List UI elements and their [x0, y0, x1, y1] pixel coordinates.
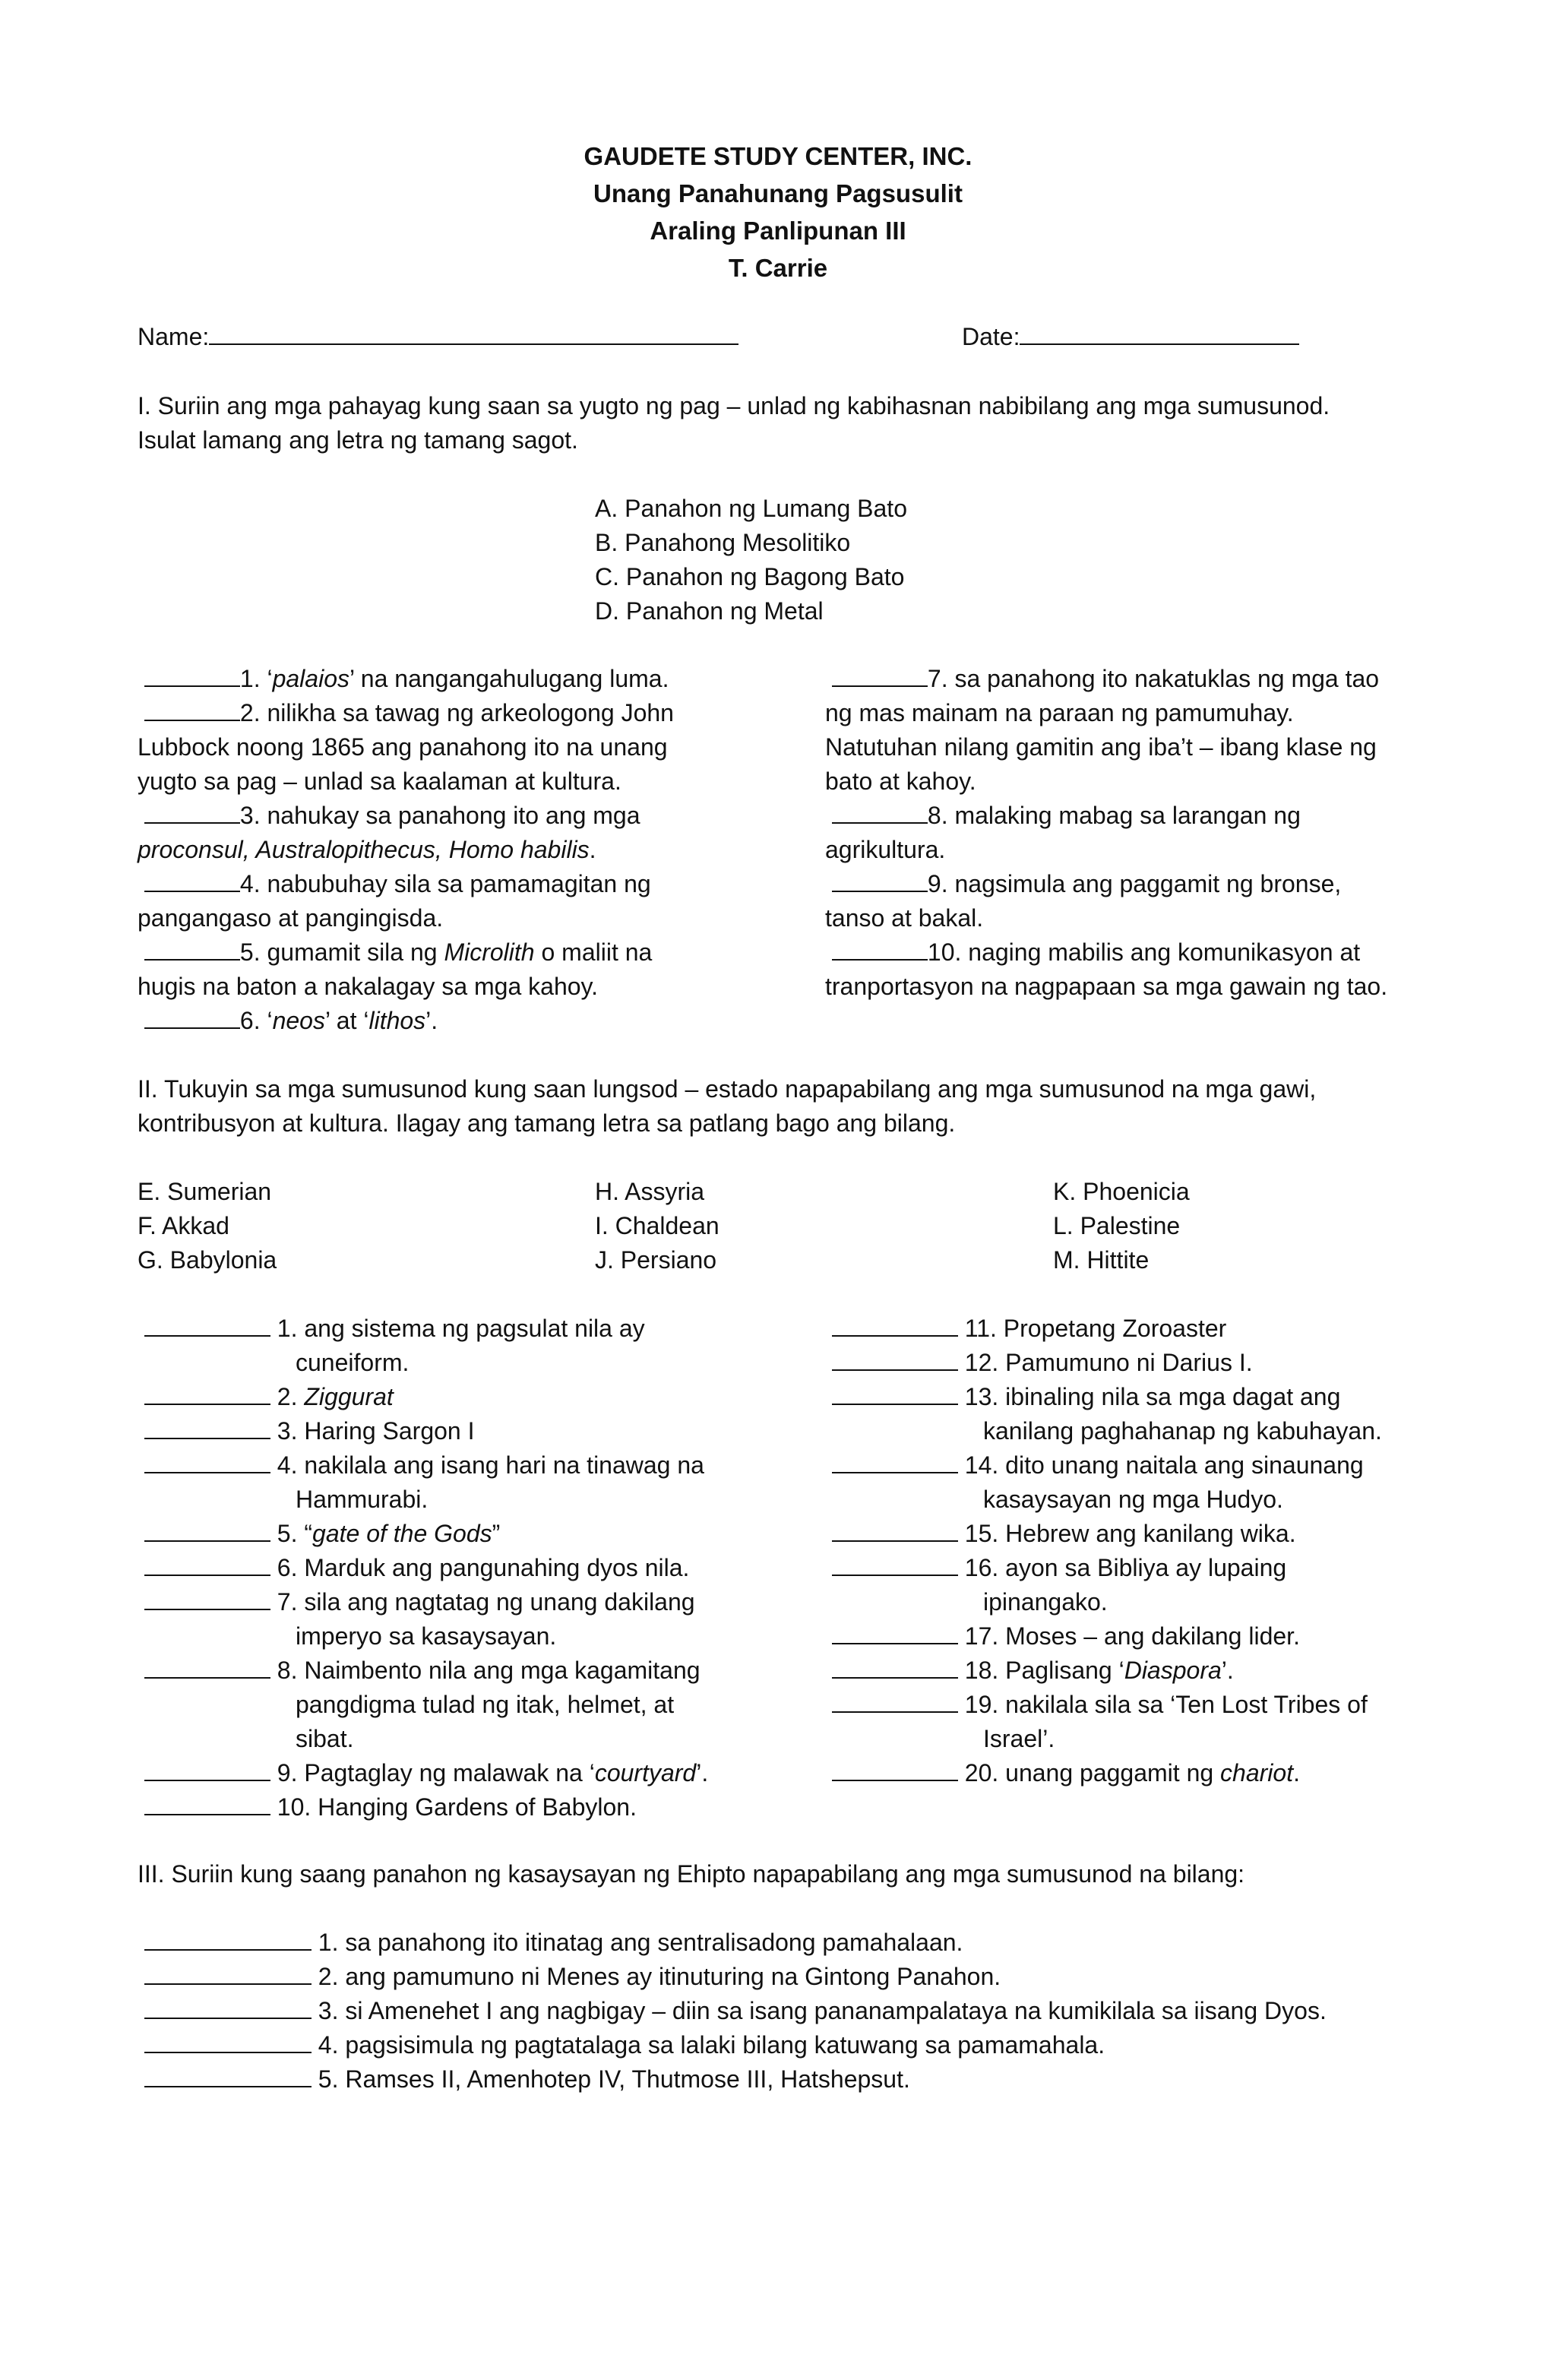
choice-b: B. Panahong Mesolitiko [595, 529, 851, 556]
s2-item-3: 3. Haring Sargon I [138, 1414, 806, 1448]
name-field[interactable] [138, 320, 738, 354]
answer-blank[interactable] [144, 1926, 312, 1951]
answer-blank[interactable] [144, 1961, 312, 1985]
s2-item-10: 10. Hanging Gardens of Babylon. [138, 1790, 806, 1825]
answer-blank[interactable] [832, 799, 928, 824]
s2-item-9: 9. Pagtaglay ng malawak na ‘courtyard’. [138, 1756, 806, 1790]
name-label: Name: [138, 323, 210, 350]
answer-blank[interactable] [144, 1586, 270, 1610]
s3-item-1: 1. sa panahong ito itinatag ang sentralisadong pamahalaan. [138, 1926, 1505, 1960]
answer-blank[interactable] [144, 697, 240, 721]
choice-d: D. Panahon ng Metal [595, 597, 824, 625]
section1-choices [595, 492, 907, 628]
s2-item-2: 2. Ziggurat [138, 1380, 806, 1414]
answer-blank[interactable] [832, 1312, 958, 1337]
answer-blank[interactable] [144, 868, 240, 892]
s2-item-8: 8. Naimbento nila ang mga kagamitang pangdigma tulad ng itak, helmet, at sibat. [138, 1654, 806, 1756]
section1-left-items: 1. ‘palaios’ na nangangahulugang luma. 2. nilikha sa tawag ng arkeologong John Lubbock noong 1865 ang panahong ito na unang yugto sa pag – unlad sa kaalaman at kultura. 3. nahukay sa panahong ito ang mga proconsul, Australopithecus, Homo habilis. 4. nabubuhay sila sa pamamagitan ng pangangaso at pangingisda. 5. gumamit sila ng Microlith o maliit na hugis na baton a nakalagay sa mga kahoy. 6. ‘neos’ at ‘lithos’. [138, 662, 776, 1038]
school-name: GAUDETE STUDY CENTER, INC. [584, 142, 972, 170]
s1-item-9: 9. nagsimula ang paggamit ng bronse, [825, 867, 1509, 901]
s1-item-10: 10. naging mabilis ang komunikasyon at [825, 935, 1509, 970]
answer-blank[interactable] [144, 1995, 312, 2019]
s1-item-3: 3. nahukay sa panahong ito ang mga [138, 799, 776, 833]
answer-blank[interactable] [144, 1757, 270, 1781]
s1-item-6: 6. ‘neos’ at ‘lithos’. [138, 1004, 776, 1038]
name-blank[interactable] [209, 321, 738, 345]
answer-blank[interactable] [144, 1552, 270, 1576]
answer-blank[interactable] [832, 663, 928, 687]
answer-blank[interactable] [832, 1449, 958, 1473]
s1-item-1: 1. ‘palaios’ na nangangahulugang luma. [138, 662, 776, 696]
answer-blank[interactable] [144, 1312, 270, 1337]
section2-choices-col3: K. Phoenicia L. Palestine M. Hittite [1053, 1178, 1190, 1274]
s2-item-5: 5. “gate of the Gods” [138, 1517, 806, 1551]
answer-blank[interactable] [832, 936, 928, 961]
section1-instruction: I. Suriin ang mga pahayag kung saan sa yugto ng pag – unlad ng kabihasnan nabibilang ang mga sumusunod. Isulat lamang ang letra ng tamang sagot. [138, 392, 1330, 454]
answer-blank[interactable] [144, 1654, 270, 1679]
answer-blank[interactable] [144, 2029, 312, 2053]
answer-blank[interactable] [832, 1757, 958, 1781]
answer-blank[interactable] [832, 1620, 958, 1644]
s3-item-3: 3. si Amenehet I ang nagbigay – diin sa isang pananampalataya na kumikilala sa iisang Dyos. [138, 1994, 1505, 2028]
choice-c: C. Panahon ng Bagong Bato [595, 563, 905, 590]
s2-item-6: 6. Marduk ang pangunahing dyos nila. [138, 1551, 806, 1585]
section3-items [138, 1926, 1505, 2097]
date-label: Date: [962, 323, 1020, 350]
s2-item-15: 15. Hebrew ang kanilang wika. [825, 1517, 1509, 1551]
s2-item-11: 11. Propetang Zoroaster [825, 1312, 1509, 1346]
s1-item-8: 8. malaking mabag sa larangan ng [825, 799, 1509, 833]
s2-item-18: 18. Paglisang ‘Diaspora’. [825, 1654, 1509, 1688]
s2-item-16: 16. ayon sa Bibliya ay lupaing ipinangako. [825, 1551, 1509, 1619]
answer-blank[interactable] [832, 1518, 958, 1542]
section3-instruction: III. Suriin kung saang panahon ng kasaysayan ng Ehipto napapabilang ang mga sumusunod na bilang: [138, 1860, 1245, 1888]
section2-choices-col1: E. Sumerian F. Akkad G. Babylonia [138, 1178, 277, 1274]
s3-item-5: 5. Ramses II, Amenhotep IV, Thutmose III, Hatshepsut. [138, 2062, 1505, 2097]
answer-blank[interactable] [832, 868, 928, 892]
answer-blank[interactable] [832, 1654, 958, 1679]
s2-item-17: 17. Moses – ang dakilang lider. [825, 1619, 1509, 1654]
section2-left-items [138, 1312, 806, 1825]
s2-item-7: 7. sila ang nagtatag ng unang dakilang imperyo sa kasaysayan. [138, 1585, 806, 1654]
answer-blank[interactable] [144, 936, 240, 961]
choice-a: A. Panahon ng Lumang Bato [595, 495, 907, 522]
answer-blank[interactable] [832, 1347, 958, 1371]
section2-right-items [825, 1312, 1509, 1790]
s2-item-4: 4. nakilala ang isang hari na tinawag na Hammurabi. [138, 1448, 806, 1517]
s1-item-2: 2. nilikha sa tawag ng arkeologong John [138, 696, 776, 730]
answer-blank[interactable] [832, 1552, 958, 1576]
s2-item-12: 12. Pamumuno ni Darius I. [825, 1346, 1509, 1380]
s1-item-4: 4. nabubuhay sila sa pamamagitan ng [138, 867, 776, 901]
exam-title: Unang Panahunang Pagsusulit [593, 179, 963, 207]
answer-blank[interactable] [832, 1381, 958, 1405]
answer-blank[interactable] [144, 2063, 312, 2087]
answer-blank[interactable] [144, 1518, 270, 1542]
answer-blank[interactable] [144, 1791, 270, 1815]
date-field[interactable] [962, 320, 1299, 354]
s2-item-20: 20. unang paggamit ng chariot. [825, 1756, 1509, 1790]
s3-item-2: 2. ang pamumuno ni Menes ay itinuturing na Gintong Panahon. [138, 1960, 1505, 1994]
subject-title: Araling Panlipunan III [650, 217, 906, 245]
s2-item-14: 14. dito unang naitala ang sinaunang kasaysayan ng mga Hudyo. [825, 1448, 1509, 1517]
answer-blank[interactable] [832, 1688, 958, 1713]
answer-blank[interactable] [144, 1415, 270, 1439]
s2-item-19: 19. nakilala sila sa ‘Ten Lost Tribes of Israel’. [825, 1688, 1509, 1756]
s1-item-5: 5. gumamit sila ng Microlith o maliit na [138, 935, 776, 970]
s2-item-13: 13. ibinaling nila sa mga dagat ang kanilang paghahanap ng kabuhayan. [825, 1380, 1509, 1448]
s2-item-1: 1. ang sistema ng pagsulat nila ay cuneiform. [138, 1312, 806, 1380]
answer-blank[interactable] [144, 799, 240, 824]
answer-blank[interactable] [144, 1005, 240, 1029]
section2-choices-col2: H. Assyria I. Chaldean J. Persiano [595, 1178, 719, 1274]
date-blank[interactable] [1020, 321, 1299, 345]
answer-blank[interactable] [144, 1381, 270, 1405]
s1-item-7: 7. sa panahong ito nakatuklas ng mga tao [825, 662, 1509, 696]
s3-item-4: 4. pagsisimula ng pagtatalaga sa lalaki bilang katuwang sa pamamahala. [138, 2028, 1505, 2062]
answer-blank[interactable] [144, 1449, 270, 1473]
section1-right-items: 7. sa panahong ito nakatuklas ng mga tao ng mas mainam na paraan ng pamumuhay. Natutuhan nilang gamitin ang iba’t – ibang klase ng bato at kahoy. 8. malaking mabag sa larangan ng agrikultura. 9. nagsimula ang paggamit ng bronse, tanso at bakal. 10. naging mabilis ang komunikasyon at tranportasyon na nagpapaan sa mga gawain ng tao. [825, 662, 1509, 1004]
section2-instruction: II. Tukuyin sa mga sumusunod kung saan lungsod – estado napapabilang ang mga sumusunod na mga gawi, kontribusyon at kultura. Ilagay ang tamang letra sa patlang bago ang bilang. [138, 1075, 1317, 1137]
teacher-name: T. Carrie [728, 254, 828, 282]
answer-blank[interactable] [144, 663, 240, 687]
